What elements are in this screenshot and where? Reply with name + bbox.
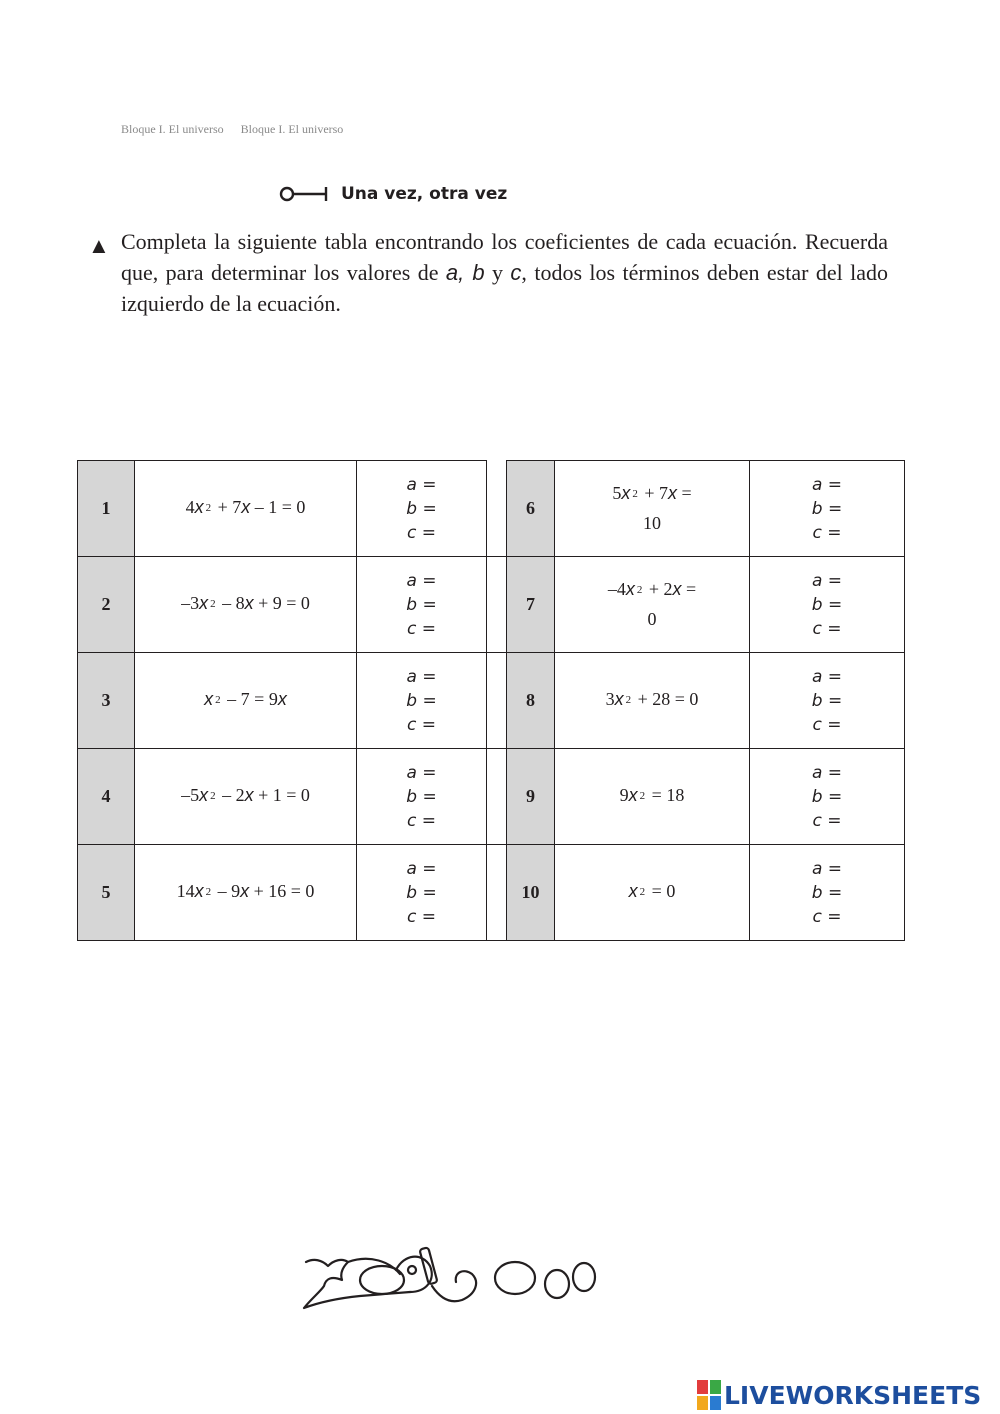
equation-text-line2: 10 [643,513,661,533]
equation-text: 3x $^2$ + 28 = 0 [605,688,699,709]
equation-cell [135,653,357,749]
equation-text: –3x $^2$ – 8x + 9 = 0 [181,592,310,613]
coef-c-1: c = [407,522,436,543]
equation-number: 10 [507,845,555,941]
equation-cell [555,845,750,941]
column-gap [487,749,507,845]
coef-b-9: b = [811,786,843,807]
table-row [78,653,905,749]
coef-b-3: b = [406,690,437,711]
equation-number: 2 [78,557,135,653]
equation-text: –4x $^2$ + 2x = [607,579,697,599]
coefficients-cell[interactable] [357,461,487,557]
coef-b-4: b = [406,786,437,807]
coef-c-5: c = [407,906,436,927]
coef-b-2: b = [406,594,437,615]
brand-name: LIVEWORKSHEETS [724,1380,982,1410]
header-block-right: Bloque I. El universo [240,122,344,136]
equation-number: 7 [507,557,555,653]
page-header [121,122,343,137]
equation-text: 5x $^2$ + 7x = [612,483,692,503]
column-gap [487,653,507,749]
coef-b-1: b = [406,498,437,519]
equation-text: –5x $^2$ – 2x + 1 = 0 [181,784,310,805]
coef-a-2: a = [406,570,437,591]
instructions-part1: Completa la siguiente tabla encontrando los coeficientes de cada ecuación. Recuerda que, para determinar los valores de [121,229,888,285]
var-a: a [445,260,459,285]
coef-b-8: b = [811,690,843,711]
coefficients-cell[interactable] [750,845,905,941]
coef-c-2: c = [407,618,436,639]
equation-cell [135,461,357,557]
coef-a-7: a = [811,570,843,591]
coef-c-3: c = [407,714,436,735]
coef-c-8: c = [812,714,842,735]
equation-number: 8 [507,653,555,749]
coefficients-cell[interactable] [750,749,905,845]
coef-b-5: b = [406,882,437,903]
section-title: Una vez, otra vez [341,184,508,204]
column-gap [487,461,507,557]
table-row [78,557,905,653]
equation-text-line2: 0 [647,609,657,629]
equation-cell [555,653,750,749]
equation-text: 9x $^2$ = 18 [619,784,685,805]
equation-number: 1 [78,461,135,557]
coef-b-6: b = [811,498,843,519]
brand-logo [697,1378,981,1412]
coefficients-cell[interactable] [750,557,905,653]
equation-number: 3 [78,653,135,749]
var-b: b [472,260,485,285]
coef-c-6: c = [812,522,842,543]
equation-number: 4 [78,749,135,845]
separator-1: , [458,260,473,285]
coefficients-cell[interactable] [357,845,487,941]
equation-number: 9 [507,749,555,845]
coefficients-cell[interactable] [750,461,905,557]
table-row [78,461,905,557]
equation-cell [555,749,750,845]
coefficients-cell[interactable] [357,653,487,749]
equation-cell [135,845,357,941]
instructions-part2: , todos los términos deben estar del lado izquierdo de la ecuación. [121,260,889,316]
equation-text: 4x $^2$ + 7x – 1 = 0 [185,496,306,517]
equation-cell [555,557,750,653]
table-row [78,749,905,845]
table-row [78,845,905,941]
equations-table [77,460,905,941]
coef-a-10: a = [811,858,843,879]
coef-a-4: a = [406,762,437,783]
instructions-text [121,226,888,319]
instructions [88,226,888,319]
section-heading [279,182,507,206]
coef-c-9: c = [812,810,842,831]
coef-a-9: a = [811,762,843,783]
equation-text: 14x $^2$ – 9x + 16 = 0 [176,880,315,901]
blocks-icon [697,1380,721,1410]
equation-cell [135,557,357,653]
coef-b-7: b = [811,594,843,615]
coef-a-3: a = [406,666,437,687]
column-gap [487,845,507,941]
equation-text: x $^2$ = 0 [628,880,676,901]
coef-a-8: a = [811,666,843,687]
coef-c-4: c = [407,810,436,831]
equation-text: x $^2$ – 7 = 9x [204,688,287,709]
equation-cell [555,461,750,557]
coef-c-7: c = [812,618,842,639]
coef-a-1: a = [406,474,437,495]
equation-cell [135,749,357,845]
coef-a-6: a = [811,474,843,495]
coefficients-cell[interactable] [357,557,487,653]
equation-number: 5 [78,845,135,941]
column-gap [487,557,507,653]
header-block-left: Bloque I. El universo [121,122,224,136]
var-c: c [510,260,522,285]
mascot-illustration [300,1240,615,1315]
separator-2: y [484,260,511,285]
coef-c-10: c = [812,906,842,927]
coefficients-cell[interactable] [357,749,487,845]
key-icon [279,183,331,205]
coefficients-cell[interactable] [750,653,905,749]
equation-number: 6 [507,461,555,557]
coef-b-10: b = [811,882,843,903]
coef-a-5: a = [406,858,437,879]
triangle-icon: ▲ [88,233,110,258]
